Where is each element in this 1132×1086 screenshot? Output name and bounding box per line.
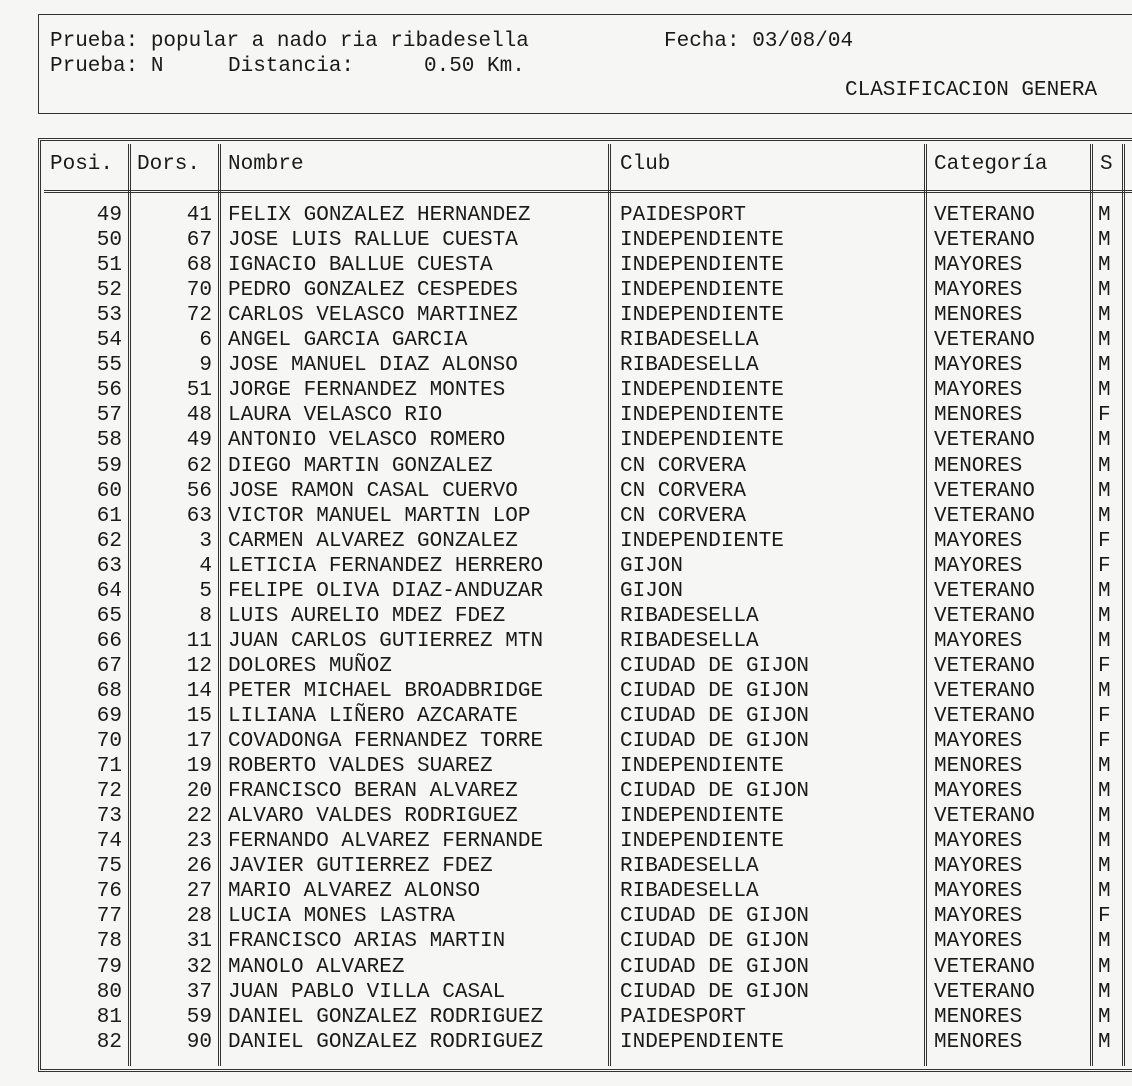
- cell-club: INDEPENDIENTE: [620, 805, 784, 829]
- cell-posi: 74: [96, 830, 122, 854]
- cell-categoria: VETERANO: [934, 329, 1035, 353]
- cell-posi: 55: [96, 354, 122, 378]
- cell-dors: 31: [186, 930, 212, 954]
- cell-club: RIBADESELLA: [620, 855, 759, 879]
- cell-categoria: MAYORES: [934, 905, 1023, 929]
- cell-sexo: M: [1098, 1005, 1111, 1029]
- cell-nombre: ANGEL GARCIA GARCIA: [228, 329, 468, 353]
- cell-posi: 65: [96, 604, 122, 628]
- cell-club: RIBADESELLA: [620, 604, 759, 628]
- cell-posi: 77: [96, 905, 122, 929]
- cell-nombre: LUCIA MONES LASTRA: [228, 905, 455, 929]
- cell-club: RIBADESELLA: [620, 880, 759, 904]
- cell-categoria: VETERANO: [934, 579, 1035, 603]
- cell-categoria: MAYORES: [934, 930, 1023, 954]
- cell-posi: 68: [96, 679, 122, 703]
- cell-nombre: ROBERTO VALDES SUAREZ: [228, 755, 493, 779]
- cell-posi: 51: [96, 254, 122, 278]
- cell-posi: 62: [96, 529, 122, 553]
- cell-dors: 48: [186, 404, 212, 428]
- cell-club: CIUDAD DE GIJON: [620, 955, 810, 979]
- cell-club: CIUDAD DE GIJON: [620, 730, 810, 754]
- cell-categoria: VETERANO: [934, 479, 1035, 503]
- cell-nombre: FELIPE OLIVA DIAZ-ANDUZAR: [228, 579, 544, 603]
- cell-dors: 59: [186, 1005, 212, 1029]
- cell-posi: 58: [96, 429, 122, 453]
- cell-sexo: M: [1098, 679, 1111, 703]
- cell-categoria: MAYORES: [934, 379, 1023, 403]
- cell-categoria: VETERANO: [934, 504, 1035, 528]
- cell-sexo: M: [1098, 1030, 1111, 1054]
- cell-categoria: MAYORES: [934, 554, 1023, 578]
- cell-posi: 80: [96, 980, 122, 1004]
- cell-dors: 90: [186, 1030, 212, 1054]
- cell-nombre: DANIEL GONZALEZ RODRIGUEZ: [228, 1005, 544, 1029]
- cell-nombre: FRANCISCO BERAN ALVAREZ: [228, 780, 518, 804]
- cell-categoria: MENORES: [934, 1005, 1023, 1029]
- cell-dors: 20: [186, 780, 212, 804]
- cell-dors: 72: [186, 304, 212, 328]
- cell-categoria: MAYORES: [934, 254, 1023, 278]
- cell-club: CN CORVERA: [620, 504, 747, 528]
- cell-club: INDEPENDIENTE: [620, 429, 784, 453]
- fecha-value: 03/08/04: [752, 30, 854, 53]
- cell-sexo: M: [1098, 479, 1111, 503]
- cell-sexo: M: [1098, 980, 1111, 1004]
- cell-club: CN CORVERA: [620, 454, 747, 478]
- cell-dors: 19: [186, 755, 212, 779]
- cell-dors: 15: [186, 705, 212, 728]
- cell-dors: 63: [186, 504, 212, 528]
- cell-nombre: JUAN PABLO VILLA CASAL: [228, 980, 506, 1004]
- cell-categoria: MENORES: [934, 454, 1023, 478]
- cell-sexo: F: [1098, 905, 1111, 929]
- cell-nombre: LETICIA FERNANDEZ HERRERO: [228, 554, 544, 578]
- cell-club: INDEPENDIENTE: [620, 755, 784, 779]
- cell-club: RIBADESELLA: [620, 354, 759, 378]
- cell-posi: 70: [96, 730, 122, 754]
- cell-club: CIUDAD DE GIJON: [620, 780, 810, 804]
- cell-posi: 54: [96, 329, 122, 353]
- cell-sexo: M: [1098, 254, 1111, 278]
- distancia-label: Distancia:: [228, 55, 355, 78]
- cell-dors: 28: [186, 905, 212, 929]
- cell-categoria: VETERANO: [934, 679, 1035, 703]
- cell-club: CIUDAD DE GIJON: [620, 930, 810, 954]
- cell-posi: 72: [96, 780, 122, 804]
- cell-dors: 6: [199, 329, 212, 353]
- cell-sexo: M: [1098, 454, 1111, 478]
- cell-posi: 59: [96, 454, 122, 478]
- cell-sexo: M: [1098, 379, 1111, 403]
- prueba-code-line: [50, 54, 163, 80]
- fecha-label: Fecha:: [664, 30, 740, 53]
- cell-nombre: IGNACIO BALLUE CUESTA: [228, 254, 493, 278]
- cell-dors: 41: [186, 204, 212, 227]
- cell-sexo: F: [1098, 529, 1111, 553]
- cell-categoria: MENORES: [934, 755, 1023, 779]
- cell-sexo: M: [1098, 354, 1111, 378]
- cell-dors: 12: [186, 654, 212, 678]
- cell-nombre: PEDRO GONZALEZ CESPEDES: [228, 279, 518, 303]
- cell-categoria: MAYORES: [934, 529, 1023, 553]
- cell-posi: 49: [96, 204, 122, 227]
- cell-dors: 32: [186, 955, 212, 979]
- cell-sexo: M: [1098, 229, 1111, 253]
- cell-categoria: MAYORES: [934, 629, 1023, 653]
- cell-nombre: ANTONIO VELASCO ROMERO: [228, 429, 506, 453]
- cell-sexo: M: [1098, 204, 1111, 227]
- cell-nombre: MANOLO ALVAREZ: [228, 955, 405, 979]
- cell-sexo: M: [1098, 504, 1111, 528]
- cell-categoria: MAYORES: [934, 354, 1023, 378]
- cell-categoria: MAYORES: [934, 780, 1023, 804]
- cell-categoria: MAYORES: [934, 855, 1023, 879]
- cell-nombre: COVADONGA FERNANDEZ TORRE: [228, 730, 544, 754]
- column-separator: [218, 144, 221, 1066]
- cell-club: RIBADESELLA: [620, 329, 759, 353]
- cell-posi: 75: [96, 855, 122, 879]
- cell-club: INDEPENDIENTE: [620, 279, 784, 303]
- cell-posi: 66: [96, 629, 122, 653]
- cell-dors: 9: [199, 354, 212, 378]
- column-header-dors: Dors.: [137, 153, 201, 176]
- cell-nombre: DANIEL GONZALEZ RODRIGUEZ: [228, 1030, 544, 1054]
- column-header-sexo: S: [1100, 153, 1113, 176]
- cell-sexo: M: [1098, 279, 1111, 303]
- cell-categoria: VETERANO: [934, 654, 1035, 678]
- cell-sexo: M: [1098, 629, 1111, 653]
- cell-club: INDEPENDIENTE: [620, 229, 784, 253]
- column-header-posi: Posi.: [50, 153, 114, 176]
- cell-sexo: M: [1098, 805, 1111, 829]
- cell-club: INDEPENDIENTE: [620, 1030, 784, 1054]
- cell-nombre: DIEGO MARTIN GONZALEZ: [228, 454, 493, 478]
- cell-nombre: MARIO ALVAREZ ALONSO: [228, 880, 481, 904]
- cell-categoria: MAYORES: [934, 830, 1023, 854]
- cell-dors: 27: [186, 880, 212, 904]
- cell-nombre: FERNANDO ALVAREZ FERNANDE: [228, 830, 544, 854]
- header-separator: [44, 190, 1132, 193]
- cell-categoria: VETERANO: [934, 429, 1035, 453]
- cell-nombre: PETER MICHAEL BROADBRIDGE: [228, 679, 544, 703]
- cell-nombre: FELIX GONZALEZ HERNANDEZ: [228, 204, 531, 227]
- column-separator: [128, 144, 131, 1066]
- cell-sexo: M: [1098, 955, 1111, 979]
- cell-categoria: MENORES: [934, 404, 1023, 428]
- distancia-line: [228, 54, 354, 80]
- cell-sexo: F: [1098, 730, 1111, 754]
- column-separator: [1122, 144, 1125, 1066]
- cell-nombre: CARLOS VELASCO MARTINEZ: [228, 304, 518, 328]
- cell-dors: 4: [199, 554, 212, 578]
- cell-posi: 81: [96, 1005, 122, 1029]
- cell-nombre: FRANCISCO ARIAS MARTIN: [228, 930, 506, 954]
- cell-categoria: VETERANO: [934, 805, 1035, 829]
- cell-club: INDEPENDIENTE: [620, 379, 784, 403]
- cell-club: INDEPENDIENTE: [620, 304, 784, 328]
- cell-dors: 22: [186, 805, 212, 829]
- cell-nombre: LAURA VELASCO RIO: [228, 404, 443, 428]
- cell-posi: 67: [96, 654, 122, 678]
- cell-posi: 82: [96, 1030, 122, 1054]
- cell-dors: 26: [186, 855, 212, 879]
- cell-categoria: VETERANO: [934, 204, 1035, 227]
- cell-nombre: CARMEN ALVAREZ GONZALEZ: [228, 529, 518, 553]
- cell-sexo: M: [1098, 780, 1111, 804]
- cell-posi: 56: [96, 379, 122, 403]
- cell-categoria: VETERANO: [934, 604, 1035, 628]
- cell-posi: 71: [96, 755, 122, 779]
- cell-dors: 49: [186, 429, 212, 453]
- cell-nombre: JOSE RAMON CASAL CUERVO: [228, 479, 518, 503]
- cell-posi: 52: [96, 279, 122, 303]
- cell-club: CIUDAD DE GIJON: [620, 654, 810, 678]
- cell-sexo: M: [1098, 855, 1111, 879]
- cell-posi: 78: [96, 930, 122, 954]
- cell-posi: 73: [96, 805, 122, 829]
- cell-nombre: DOLORES MUÑOZ: [228, 654, 392, 678]
- cell-nombre: JOSE MANUEL DIAZ ALONSO: [228, 354, 518, 378]
- cell-sexo: F: [1098, 554, 1111, 578]
- cell-dors: 5: [199, 579, 212, 603]
- cell-club: CIUDAD DE GIJON: [620, 980, 810, 1004]
- cell-categoria: VETERANO: [934, 955, 1035, 979]
- cell-club: INDEPENDIENTE: [620, 254, 784, 278]
- column-header-nombre: Nombre: [228, 153, 304, 176]
- prueba-line: [50, 29, 529, 55]
- cell-club: INDEPENDIENTE: [620, 830, 784, 854]
- cell-dors: 23: [186, 830, 212, 854]
- cell-sexo: F: [1098, 705, 1111, 728]
- cell-club: INDEPENDIENTE: [620, 404, 784, 428]
- cell-categoria: VETERANO: [934, 980, 1035, 1004]
- cell-sexo: F: [1098, 404, 1111, 428]
- cell-sexo: M: [1098, 304, 1111, 328]
- cell-sexo: M: [1098, 830, 1111, 854]
- cell-nombre: ALVARO VALDES RODRIGUEZ: [228, 805, 518, 829]
- cell-sexo: M: [1098, 755, 1111, 779]
- distancia-value: 0.50 Km.: [424, 55, 525, 78]
- cell-posi: 61: [96, 504, 122, 528]
- column-separator: [924, 144, 927, 1066]
- cell-sexo: M: [1098, 329, 1111, 353]
- cell-club: RIBADESELLA: [620, 629, 759, 653]
- cell-sexo: M: [1098, 579, 1111, 603]
- cell-posi: 50: [96, 229, 122, 253]
- prueba-code-value: N: [150, 55, 164, 78]
- cell-dors: 62: [186, 454, 212, 478]
- cell-club: CN CORVERA: [620, 479, 747, 503]
- column-separator: [1090, 144, 1093, 1066]
- cell-nombre: JAVIER GUTIERREZ FDEZ: [228, 855, 493, 879]
- cell-club: GIJON: [620, 554, 684, 578]
- cell-nombre: LUIS AURELIO MDEZ FDEZ: [228, 604, 506, 628]
- column-separator: [608, 144, 611, 1066]
- cell-posi: 53: [96, 304, 122, 328]
- cell-nombre: JORGE FERNANDEZ MONTES: [228, 379, 506, 403]
- cell-dors: 3: [199, 529, 212, 553]
- cell-nombre: VICTOR MANUEL MARTIN LOP: [228, 504, 531, 528]
- cell-dors: 17: [186, 730, 212, 754]
- cell-categoria: MAYORES: [934, 279, 1023, 303]
- cell-dors: 8: [199, 604, 212, 628]
- cell-club: CIUDAD DE GIJON: [620, 679, 810, 703]
- clasificacion-title: CLASIFICACION GENERA: [845, 79, 1098, 102]
- cell-categoria: VETERANO: [934, 229, 1035, 253]
- prueba-code-label: Prueba:: [50, 55, 139, 78]
- cell-categoria: VETERANO: [934, 705, 1035, 728]
- cell-posi: 63: [96, 554, 122, 578]
- cell-sexo: M: [1098, 930, 1111, 954]
- cell-dors: 67: [186, 229, 212, 253]
- cell-posi: 69: [96, 705, 122, 728]
- cell-categoria: MAYORES: [934, 730, 1023, 754]
- column-header-club: Club: [620, 153, 671, 176]
- cell-nombre: JUAN CARLOS GUTIERREZ MTN: [228, 629, 544, 653]
- cell-categoria: MENORES: [934, 1030, 1023, 1054]
- cell-dors: 11: [186, 629, 212, 653]
- prueba-name: popular a nado ria ribadesella: [150, 30, 529, 53]
- fecha-line: [664, 29, 853, 55]
- cell-dors: 51: [186, 379, 212, 403]
- cell-sexo: M: [1098, 604, 1111, 628]
- column-header-categoria: Categoría: [934, 153, 1048, 176]
- cell-dors: 70: [186, 279, 212, 303]
- cell-club: GIJON: [620, 579, 684, 603]
- cell-posi: 64: [96, 579, 122, 603]
- cell-categoria: MENORES: [934, 304, 1023, 328]
- cell-dors: 14: [186, 679, 212, 703]
- cell-posi: 79: [96, 955, 122, 979]
- cell-nombre: LILIANA LIÑERO AZCARATE: [228, 705, 518, 728]
- cell-club: PAIDESPORT: [620, 1005, 747, 1029]
- prueba-label: Prueba:: [50, 30, 139, 53]
- cell-posi: 76: [96, 880, 122, 904]
- cell-club: INDEPENDIENTE: [620, 529, 784, 553]
- cell-posi: 57: [96, 404, 122, 428]
- cell-sexo: M: [1098, 429, 1111, 453]
- cell-categoria: MAYORES: [934, 880, 1023, 904]
- cell-dors: 68: [186, 254, 212, 278]
- cell-sexo: M: [1098, 880, 1111, 904]
- cell-nombre: JOSE LUIS RALLUE CUESTA: [228, 229, 518, 253]
- cell-posi: 60: [96, 479, 122, 503]
- cell-club: PAIDESPORT: [620, 204, 747, 227]
- cell-club: CIUDAD DE GIJON: [620, 705, 810, 728]
- cell-dors: 56: [186, 479, 212, 503]
- cell-dors: 37: [186, 980, 212, 1004]
- cell-sexo: F: [1098, 654, 1111, 678]
- cell-club: CIUDAD DE GIJON: [620, 905, 810, 929]
